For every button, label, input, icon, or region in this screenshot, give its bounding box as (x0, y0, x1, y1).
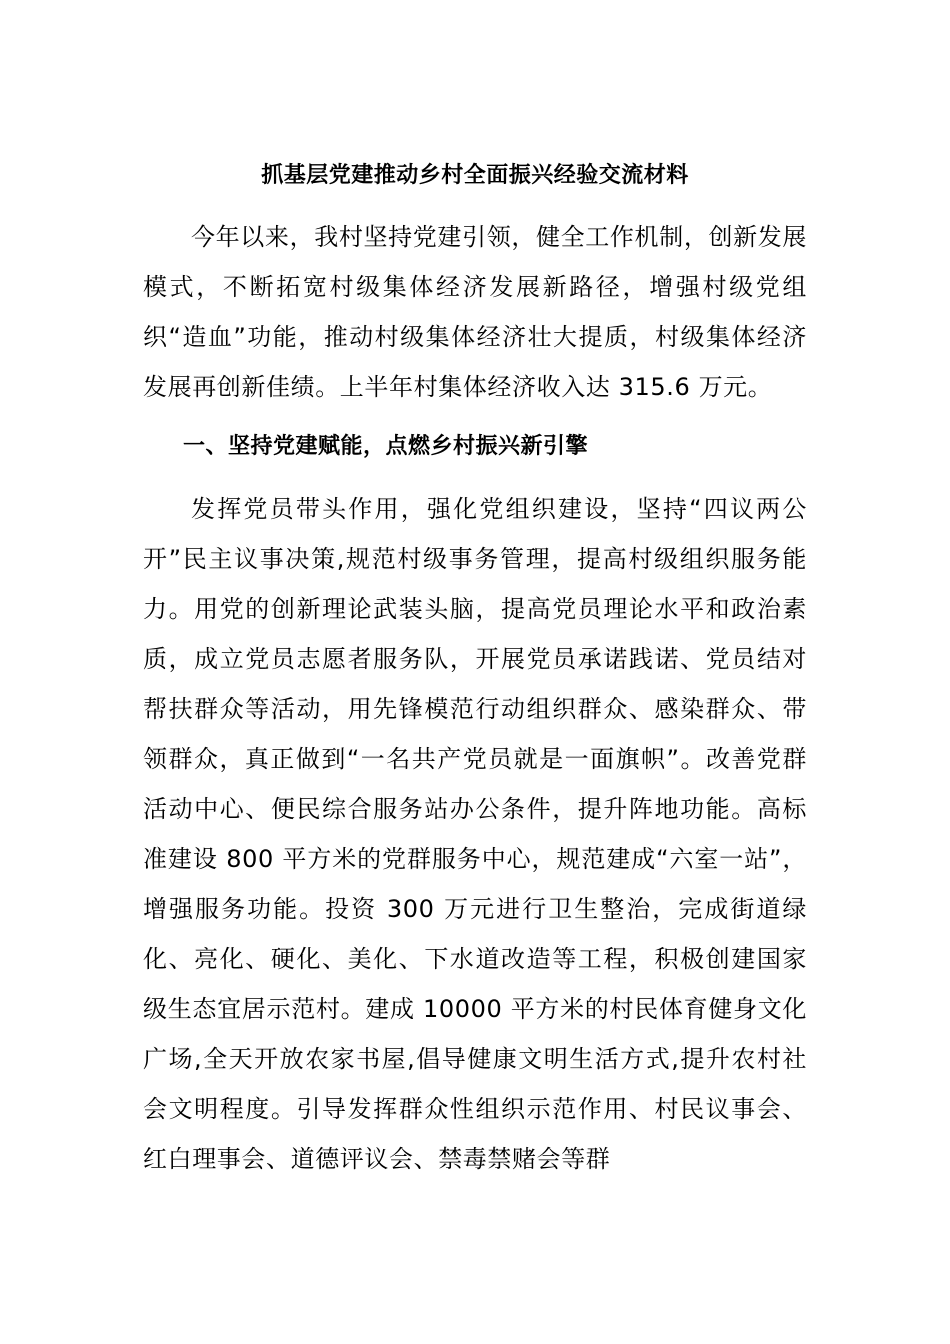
document-title: 抓基层党建推动乡村全面振兴经验交流材料 (261, 163, 689, 188)
intro-paragraph: 今年以来，我村坚持党建引领，健全工作机制，创新发展模式，不断拓宽村级集体经济发展新路径，增强村级党组织“造血”功能，推动村级集体经济壮大提质，村级集体经济发展再创新佳绩。上半年村集体经济收入达 315.6 万元。 (143, 223, 807, 401)
section-1-paragraph: 发挥党员带头作用，强化党组织建设，坚持“四议两公开”民主议事决策,规范村级事务管理，提高村级组织服务能力。用党的创新理论武装头脑，提高党员理论水平和政治素质，成立党员志愿者服务队，开展党员承诺践诺、党员结对帮扶群众等活动，用先锋模范行动组织群众、感染群众、带领群众，真正做到“一名共产党员就是一面旗帜”。改善党群活动中心、便民综合服务站办公条件，提升阵地功能。高标准建设 800 平方米的党群服务中心，规范建成“六室一站”，增强服务功能。投资 300 万元进行卫生整治，完成街道绿化、亮化、硬化、美化、下水道改造等工程，积极创建国家级生态宜居示范村。建成 10000 平方米的村民体育健身文化广场,全天开放农家书屋,倡导健康文明生活方式,提升农村社会文明程度。引导发挥群众性组织示范作用、村民议事会、红白理事会、道德评议会、禁毒禁赌会等群 (143, 495, 807, 1173)
section-heading-1: 一、坚持党建赋能，点燃乡村振兴新引擎 (183, 434, 589, 459)
